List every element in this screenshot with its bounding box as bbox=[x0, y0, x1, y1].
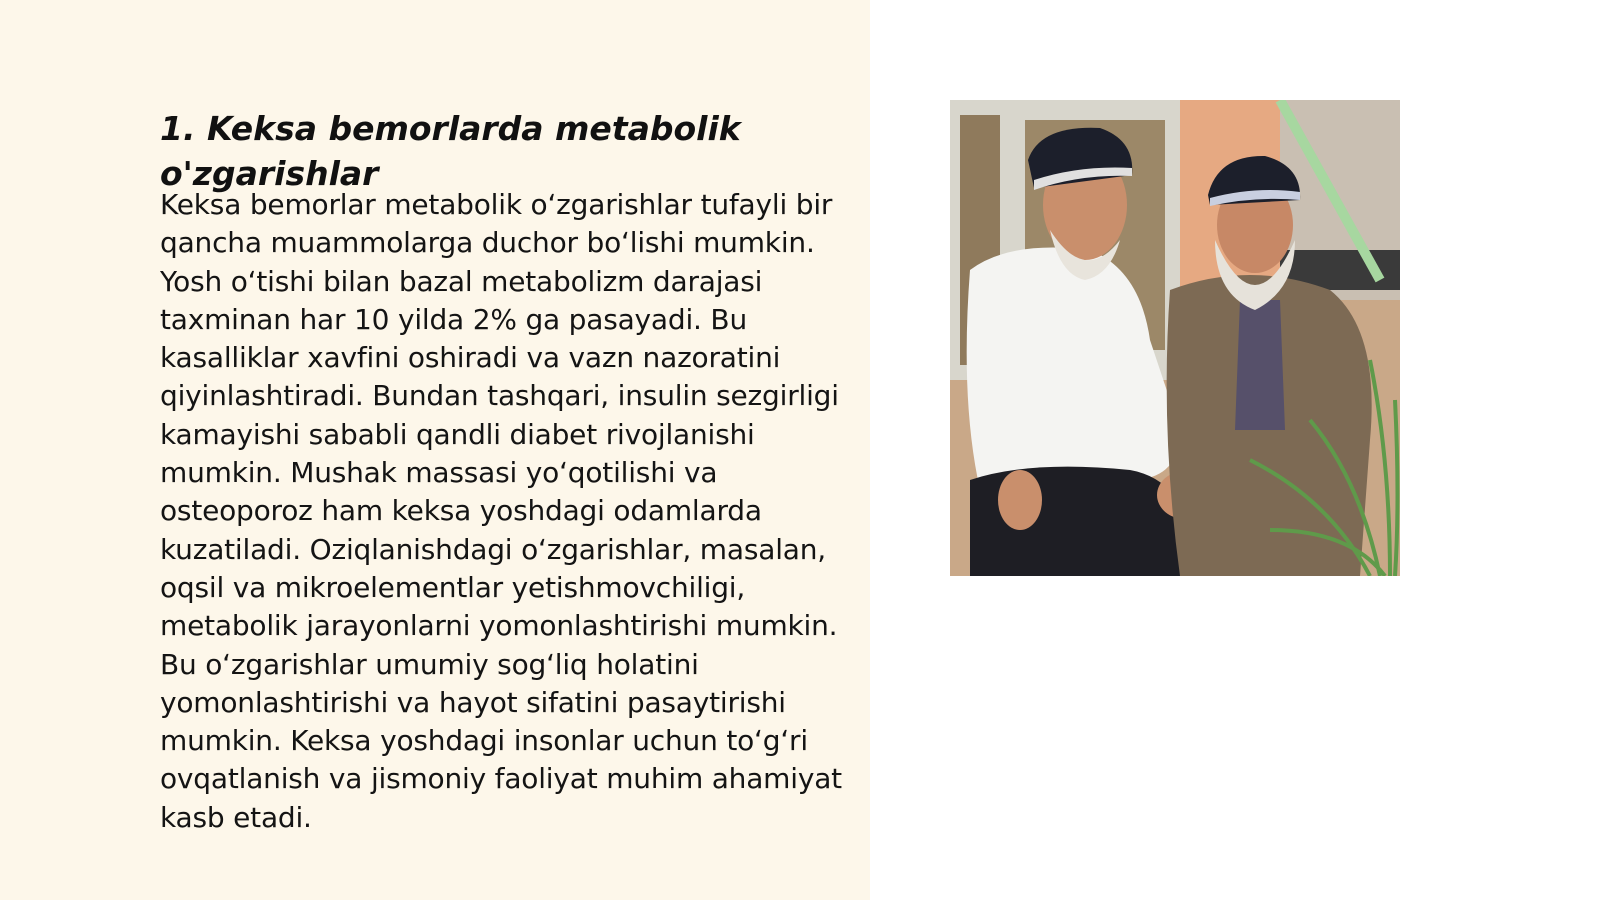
slide-body-text: Keksa bemorlar metabolik oʻzgarishlar tufayli bir qancha muammolarga duchor boʻlishi mumkin. Yosh oʻtishi bilan bazal metabolizm darajasi taxminan har 10 yilda 2% ga pasayadi. Bu kasalliklar xavfini oshiradi va vazn nazoratini qiyinlashtiradi. Bundan tashqari, insulin sezgirligi kamayishi sababli qandli diabet rivojlanishi mumkin. Mushak massasi yoʻqotilishi va osteoporoz ham keksa yoshdagi odamlarda kuzatiladi. Oziqlanishdagi oʻzgarishlar, masalan, oqsil va mikroelementlar yetishmovchiligi, metabolik jarayonlarni yomonlashtirishi mumkin. Bu oʻzgarishlar umumiy sogʻliq holatini yomonlashtirishi va hayot sifatini pasaytirishi mumkin. Keksa yoshdagi insonlar uchun toʻgʻri ovqatlanish va jismoniy faoliyat muhim ahamiyat kasb etadi. bbox=[160, 188, 842, 834]
elderly-men-photo bbox=[950, 100, 1400, 576]
left-man-hand bbox=[998, 470, 1042, 530]
right-man-vest bbox=[1235, 300, 1285, 430]
photo-illustration bbox=[950, 100, 1400, 576]
slide-title: 1. Keksa bemorlarda metabolik o'zgarishlar bbox=[160, 109, 741, 193]
